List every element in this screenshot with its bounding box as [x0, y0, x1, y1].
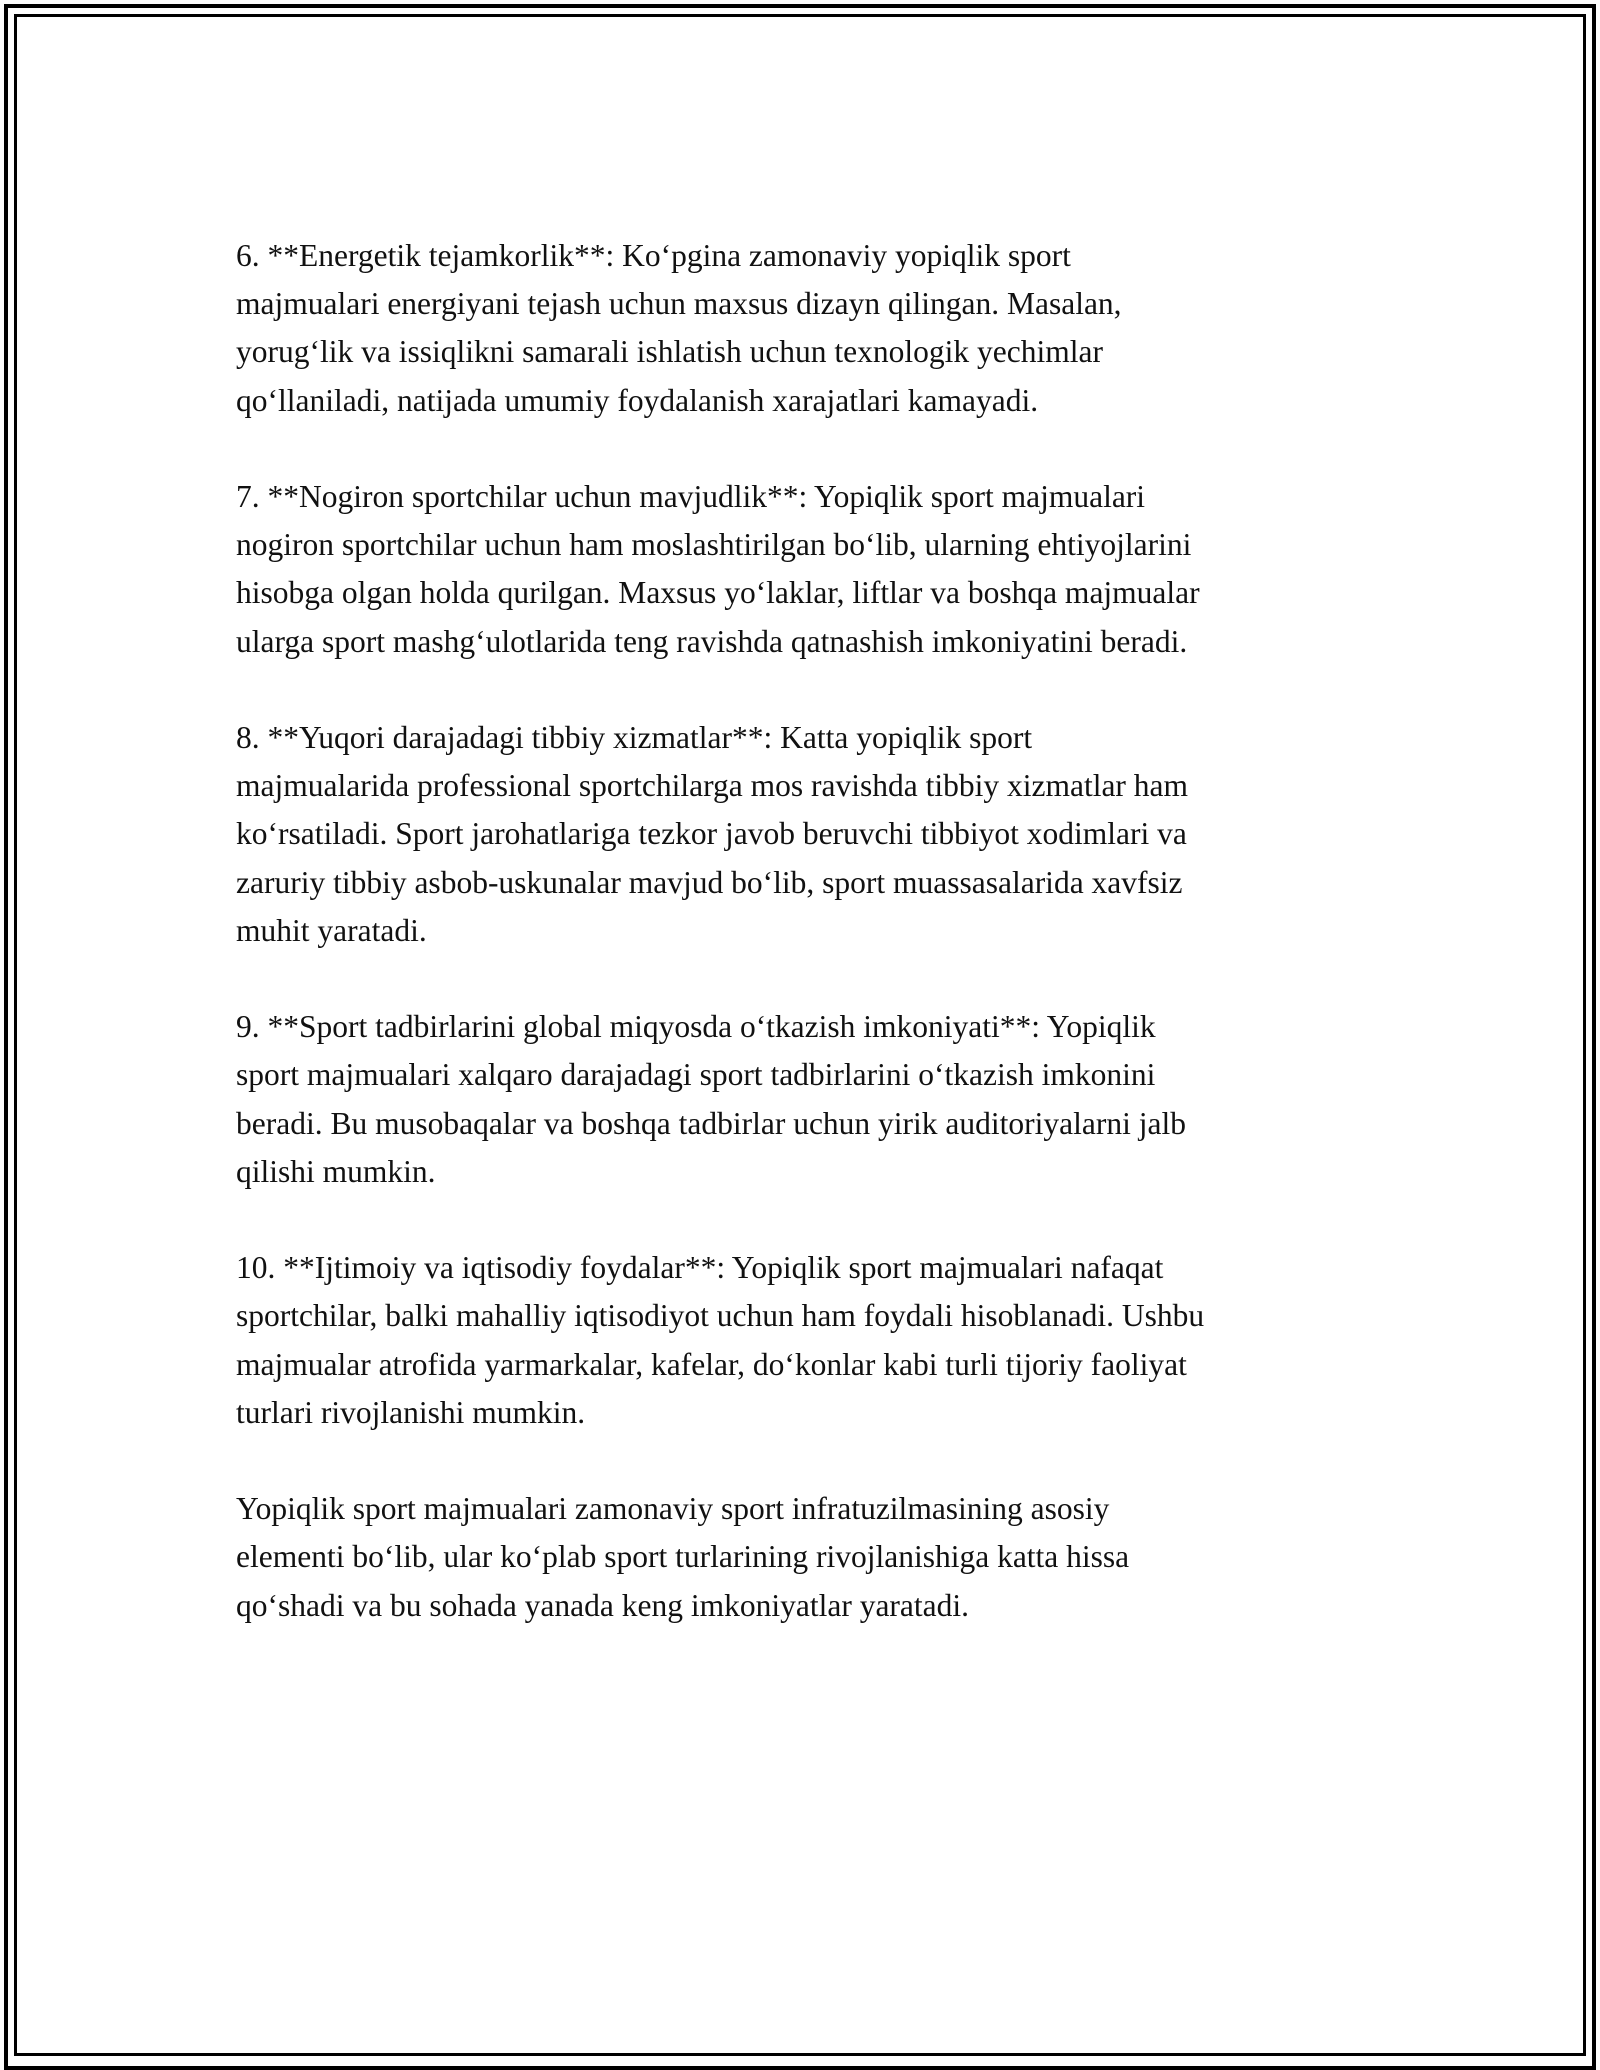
- paragraph-item-10: 10. **Ijtimoiy va iqtisodiy foydalar**: Yopiqlik sport majmualari nafaqat sportchilar, balki mahalliy iqtisodiyot uchun ham foydali hisoblanadi. Ushbu majmualar atrofida yarmarkalar, kafelar, do‘konlar kabi turli tijoriy faoliyat turlari rivojlanishi mumkin.: [236, 1250, 1205, 1430]
- paragraph-item-8: 8. **Yuqori darajadagi tibbiy xizmatlar**: Katta yopiqlik sport majmualarida professional sportchilarga mos ravishda tibbiy xizmatlar ham ko‘rsatiladi. Sport jarohatlariga tezkor javob beruvchi tibbiyot xodimlari va zaruriy tibbiy asbob-uskunalar mavjud bo‘lib, sport muassasalarida xavfsiz muhit yaratadi.: [236, 720, 1189, 948]
- document-body: [236, 232, 1386, 1678]
- paragraph-item-9: 9. **Sport tadbirlarini global miqyosda o‘tkazish imkoniyati**: Yopiqlik sport majmualari xalqaro darajadagi sport tadbirlarini o‘tkazish imkonini beradi. Bu musobaqalar va boshqa tadbirlar uchun yirik auditoriyalarni jalb qilishi mumkin.: [236, 1009, 1186, 1189]
- paragraph-item-7: 7. **Nogiron sportchilar uchun mavjudlik**: Yopiqlik sport majmualari nogiron sportchilar uchun ham moslashtirilgan bo‘lib, ularning ehtiyojlarini hisobga olgan holda qurilgan. Maxsus yo‘laklar, liftlar va boshqa majmualar ularga sport mashg‘ulotlarida teng ravishda qatnashish imkoniyatini beradi.: [236, 479, 1200, 659]
- paragraph-conclusion: Yopiqlik sport majmualari zamonaviy sport infratuzilmasining asosiy elementi bo‘lib, ular ko‘plab sport turlarining rivojlanishiga katta hissa qo‘shadi va bu sohada yanada keng imkoniyatlar yaratadi.: [236, 1491, 1130, 1623]
- paragraph-item-6: 6. **Energetik tejamkorlik**: Ko‘pgina zamonaviy yopiqlik sport majmualari energiyani tejash uchun maxsus dizayn qilingan. Masalan, yorug‘lik va issiqlikni samarali ishlatish uchun texnologik yechimlar qo‘llaniladi, natijada umumiy foydalanish xarajatlari kamayadi.: [236, 238, 1122, 418]
